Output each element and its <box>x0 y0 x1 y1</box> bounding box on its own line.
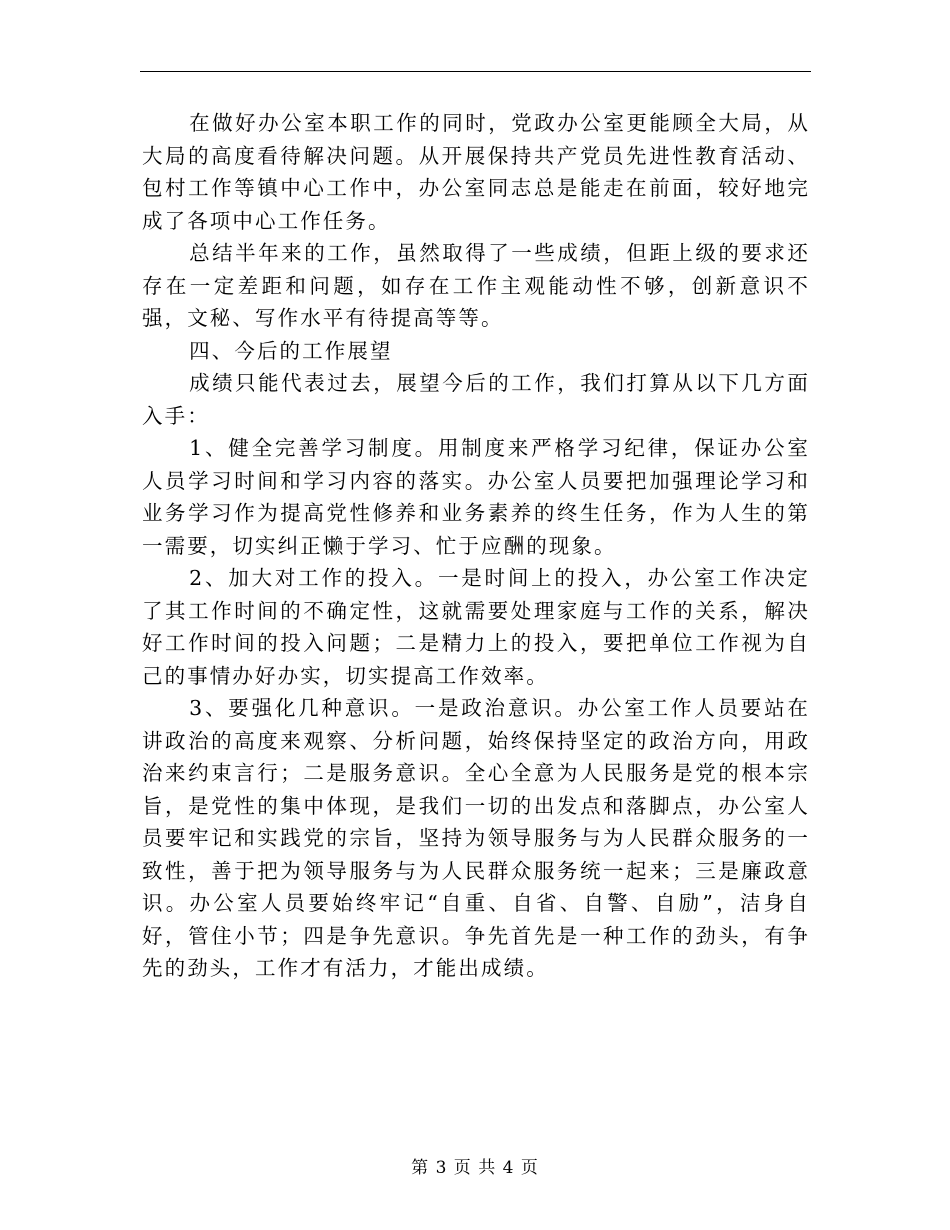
paragraph-item-awareness: 3、要强化几种意识。一是政治意识。办公室工作人员要站在讲政治的高度来观察、分析问题，始终保持坚定的政治方向，用政治来约束言行；二是服务意识。全心全意为人民服务是党的根本宗旨，是党性的集中体现，是我们一切的出发点和落脚点，办公室人员要牢记和实践党的宗旨，坚持为领导服务与为人民群众服务的一致性，善于把为领导服务与为人民群众服务统一起来；三是廉政意识。办公室人员要始终牢记“自重、自省、自警、自励”，洁身自好，管住小节；四是争先意识。争先首先是一种工作的劲头，有争先的劲头，工作才有活力，才能出成绩。 <box>142 696 810 980</box>
paragraph-half-year-summary: 总结半年来的工作，虽然取得了一些成绩，但距上级的要求还存在一定差距和问题，如存在工作主观能动性不够，创新意识不强，文秘、写作水平有待提高等等。 <box>142 241 810 330</box>
paragraph-item-study-system: 1、健全完善学习制度。用制度来严格学习纪律，保证办公室人员学习时间和学习内容的落实。办公室人员要把加强理论学习和业务学习作为提高党性修养和业务素养的终生任务，作为人生的第一需要，切实纠正懒于学习、忙于应酬的现象。 <box>142 436 810 558</box>
section-heading-future-outlook: 四、今后的工作展望 <box>189 338 393 363</box>
paragraph-office-overall-view: 在做好办公室本职工作的同时，党政办公室更能顾全大局，从大局的高度看待解决问题。从开展保持共产党员先进性教育活动、包村工作等镇中心工作中，办公室同志总是能走在前面，较好地完成了各项中心工作任务。 <box>142 111 810 233</box>
paragraph-item-work-input: 2、加大对工作的投入。一是时间上的投入，办公室工作决定了其工作时间的不确定性，这就需要处理家庭与工作的关系，解决好工作时间的投入问题；二是精力上的投入，要把单位工作视为自己的事情办好办实，切实提高工作效率。 <box>142 566 810 688</box>
page-number: 第 3 页 共 4 页 <box>411 1158 539 1178</box>
document-body <box>142 107 810 985</box>
header-rule <box>140 71 811 72</box>
paragraph-outlook-intro: 成绩只能代表过去，展望今后的工作，我们打算从以下几方面入手： <box>142 371 810 428</box>
